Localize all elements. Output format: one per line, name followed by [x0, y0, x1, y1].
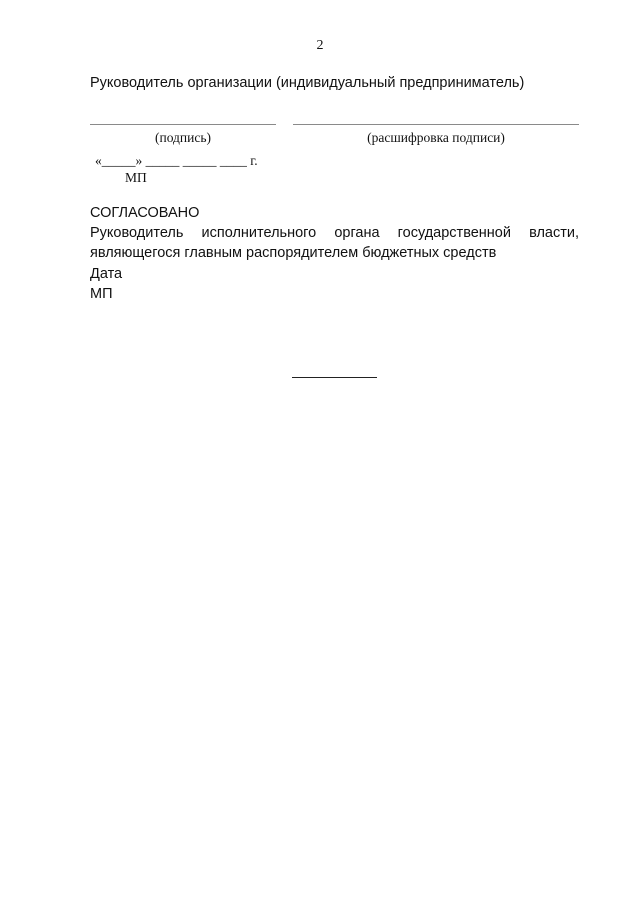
signature-decoding-caption: (расшифровка подписи)	[367, 130, 505, 145]
stamp-place-label: МП	[125, 170, 147, 185]
signature-line	[90, 124, 276, 125]
organization-head-label: Руководитель организации (индивидуальный предприниматель)	[90, 75, 525, 91]
signature-decoding-line	[293, 124, 579, 125]
signature-caption: (подпись)	[154, 130, 212, 145]
approval-date-label: Дата	[90, 266, 123, 282]
approval-text-line-1: Руководитель исполнительного органа государственной власти,	[90, 225, 579, 241]
approval-title: СОГЛАСОВАНО	[90, 205, 200, 221]
approval-stamp-label: МП	[90, 286, 113, 302]
date-placeholder-line: «_____» _____ _____ ____ г.	[95, 153, 258, 168]
page-number: 2	[316, 38, 324, 53]
approval-text-line-2: являющегося главным распорядителем бюджетных средств	[90, 245, 497, 261]
end-of-document-rule	[292, 377, 377, 378]
